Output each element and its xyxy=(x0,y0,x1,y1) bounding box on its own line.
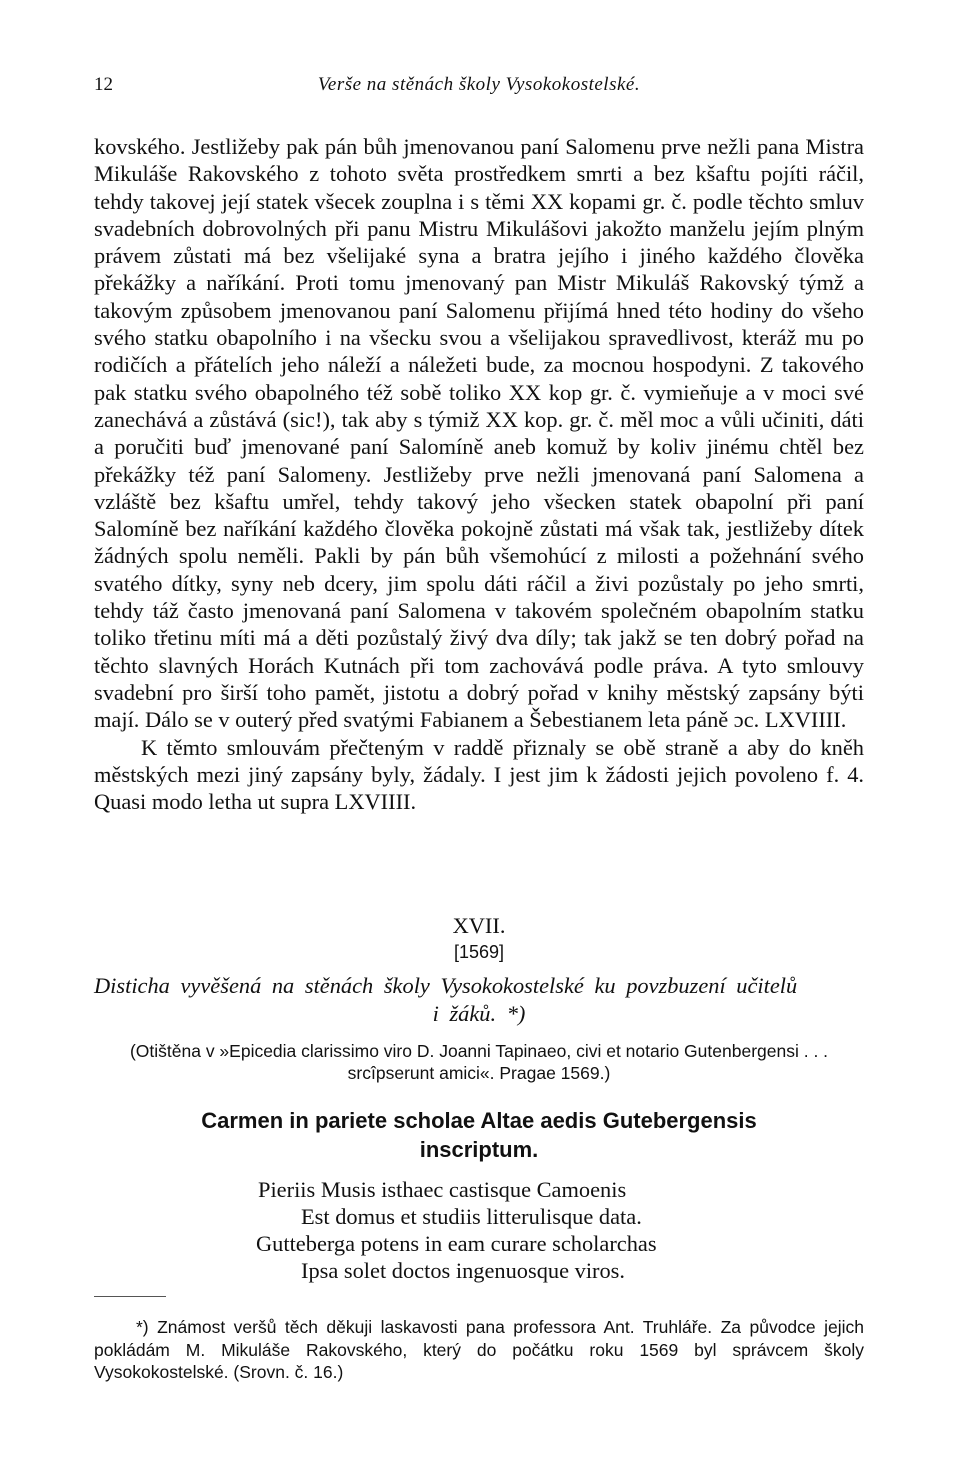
section-heading-line: Disticha vyvěšená na stěnách školy Vysokokostelské ku povzbuzení učitelů xyxy=(94,973,798,998)
footnote xyxy=(94,1316,864,1384)
body-paragraph: K těmto smlouvám přečteným v raddě přiznaly se obě straně a aby do kněh městských mezi jiný zapsány byly, žádaly. I jest jim k žádosti jejich povoleno f. 4. Quasi modo letha ut supra LXVIIII. xyxy=(94,734,864,815)
body-paragraph: kovského. Jestližeby pak pán bůh jmenovanou paní Salomenu prve nežli pana Mistra Mikuláše Rakovského z tohoto světa prostředkem smrti a bez kšaftu pojíti ráčil, tehdy takovej její statek všecek zouplna i s těmi XX kopami gr. č. podle těchto smluv svadebních dobrovolných při panu Mistru Mikulášovi jakožto manželu jejím plným právem zůstati má bez všelijaké syna a bratra jejího i jiného každého člověka překážky a naříkání. Proti tomu jmenovaný pan Mistr Mikuláš Rakovský týmž a takovým způsobem jmenovanou paní Salomenu přijímá hned této hodiny do všeho svého statku obapolního i na všecku svou a všelijakou spravedlivost, kteráž mu po rodičích a přátelích jeho náleží a náležeti bude, za mocnou hospodyni. Z takového pak statku svého obapolného též sobě toliko XX kop gr. č. vymieňuje a v moci své zanechává a zůstává (sic!), tak aby s týmiž XX kop. gr. č. měl moc a vůli učiniti, dáti a poručiti buď jmenované paní Salomíně aneb komuž by koliv jinému chtěl bez překážky též paní Salomeny. Jestližeby prve nežli jmenovaná paní Salomena a vzláště bez kšaftu umřel, tehdy takový jeho všecken statek obapolní při paní Salomíně bez naříkání každého člověka pokojně zůstati má však tak, jestližeby dítek žádných spolu neměli. Pakli by pán bůh všemohúcí z milosti a požehnání svého svatého dítky, syny neb dcery, jim spolu dáti ráčil a živi pozůstaly po jeho smrti, tehdy táž často jmenovaná paní Salomena v takovém společném obapolním statku toliko třetinu míti má a děti pozůstalý živý dva díly; tak jakž se ten dobrý pořad na těchto slavných Horách Kutnách při tom zachovává podle práva. A tyto smlouvy svadební pro širší toho pamět, jistotu a dobrý pořad v knihy městský zapsány býti mají. Dálo se v outerý před svatými Fabianem a Šebestianem leta páně ɔc. LXVIIII. xyxy=(94,134,864,733)
poem-line xyxy=(94,1176,864,1203)
section-source-note xyxy=(94,1040,864,1084)
section-year: [1569] xyxy=(453,942,505,962)
poem-line-text: Gutteberga potens in eam curare scholarchas xyxy=(256,1231,657,1256)
carmen-title xyxy=(94,1106,864,1164)
poem-line-text: Pieriis Musis isthaec castisque Camoenis xyxy=(258,1177,627,1202)
carmen-title-line: inscriptum. xyxy=(419,1137,539,1162)
section-heading-line: i žáků. *) xyxy=(432,1001,526,1026)
running-head xyxy=(94,74,864,100)
section-heading xyxy=(94,972,864,1028)
poem-line-text: Ipsa solet doctos ingenuosque viros. xyxy=(301,1258,625,1283)
body-text xyxy=(94,133,864,815)
source-line: (Otištěna v »Epicedia clarissimo viro D. Joanni Tapinaeo, civi et notario Gutenbergensi . . . xyxy=(129,1041,829,1061)
carmen-title-line: Carmen in pariete scholae Altae aedis Gutebergensis xyxy=(201,1108,757,1133)
source-line: srcîpserunt amici«. Pragae 1569.) xyxy=(347,1063,611,1083)
section-number: XVII. xyxy=(452,913,506,938)
footnote-text: *) Známost veršů těch děkuji laskavosti pana professora Ant. Truhláře. Za původce jejich pokládám M. Mikuláše Rakovského, který do počátku roku 1569 byl správcem školy Vysokokostelské. (Srovn. č. 16.) xyxy=(94,1317,864,1382)
poem-line xyxy=(94,1203,864,1230)
poem-line xyxy=(94,1257,864,1284)
poem-line-text: Est domus et studiis litterulisque data. xyxy=(301,1204,642,1229)
poem xyxy=(94,1176,864,1284)
running-title: Verše na stěnách školy Vysokokostelské. xyxy=(317,74,641,95)
footnote-divider xyxy=(94,1296,166,1297)
poem-line xyxy=(94,1230,864,1257)
page-number: 12 xyxy=(94,74,113,95)
